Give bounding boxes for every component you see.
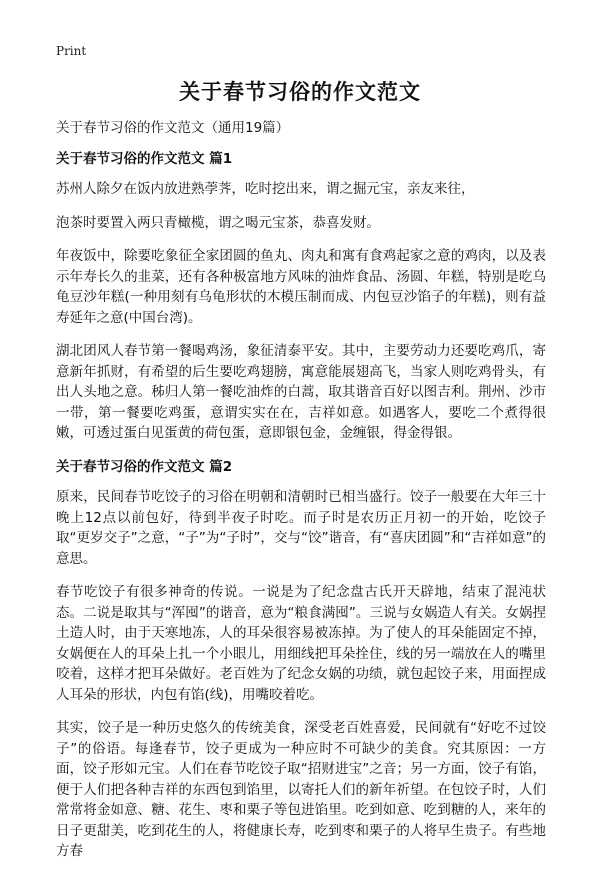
paragraph: 泡茶时要置入两只青橄榄，谓之喝元宝茶，恭喜发财。 bbox=[56, 214, 380, 231]
section-heading: 关于春节习俗的作文范文 篇1 bbox=[56, 150, 233, 167]
section-2 bbox=[56, 457, 546, 862]
paragraph: 苏州人除夕在饭内放进熟荸荠，吃时挖出来，谓之掘元宝，亲友来往， bbox=[56, 181, 475, 197]
document-body bbox=[56, 118, 546, 875]
paragraph: 春节吃饺子有很多神奇的传说。一说是为了纪念盘古氏开天辟地，结束了混沌状态。二说是取其与“浑囤”的谐音，意为“粮食满囤”。三说与女娲造人有关。女娲捏土造人时，由于天寒地冻，人的耳朵很容易被冻掉。为了使人的耳朵能固定不掉，女娲便在人的耳朵上扎一个小眼儿，用细线把耳朵拴住，线的另一端放在人的嘴里咬着，这样才把耳朵做好。老百姓为了纪念女娲的功绩，就包起饺子来，用面捏成人耳朵的形状，内包有馅(线)，用嘴咬着吃。 bbox=[56, 584, 546, 703]
paragraph: 年夜饭中，除要吃象征全家团圆的鱼丸、肉丸和寓有食鸡起家之意的鸡肉，以及表示年寿长久的韭菜，还有各种极富地方风味的油炸食品、汤圆、年糕，特别是吃乌龟豆沙年糕(一种用刻有乌龟形状的木模压制而成、内包豆沙馅子的年糕)，则有益寿延年之意(中国台湾)。 bbox=[56, 248, 546, 326]
section-1 bbox=[56, 149, 546, 444]
print-link[interactable]: Print bbox=[56, 44, 87, 58]
section-heading: 关于春节习俗的作文范文 篇2 bbox=[56, 458, 233, 475]
document-title: 关于春节习俗的作文范文 bbox=[179, 80, 421, 104]
document-subtitle: 关于春节习俗的作文范文（通用19篇） bbox=[56, 120, 290, 136]
paragraph: 其实，饺子是一种历史悠久的传统美食，深受老百姓喜爱，民间就有“好吃不过饺子”的俗语。每逢春节，饺子更成为一种应时不可缺少的美食。究其原因：一方面，饺子形如元宝。人们在春节吃饺子取“招财进宝”之音；另一方面，饺子有馅，便于人们把各种吉祥的东西包到馅里，以寄托人们的新年祈望。在包饺子时，人们常常将金如意、糖、花生、枣和栗子等包进馅里。吃到如意、吃到糖的人，来年的日子更甜美，吃到花生的人，将健康长寿，吃到枣和栗子的人将早生贵子。有些地方春 bbox=[56, 720, 546, 859]
paragraph: 湖北团风人春节第一餐喝鸡汤，象征清泰平安。其中，主要劳动力还要吃鸡爪，寄意新年抓财，有希望的后生要吃鸡翅膀，寓意能展翅高飞，当家人则吃鸡骨头，有出人头地之意。秭归人第一餐吃油炸的白蒿，取其谐音百好以图吉利。荆州、沙市一带，第一餐要吃鸡蛋，意谓实实在在，吉祥如意。如遇客人，要吃二个煮得很嫩，可透过蛋白见蛋黄的荷包蛋，意即银包金，金缠银，得金得银。 bbox=[56, 343, 546, 441]
paragraph: 原来，民间春节吃饺子的习俗在明朝和清朝时已相当盛行。饺子一般要在大年三十晚上12点以前包好，待到半夜子时吃。而子时是农历正月初一的开始，吃饺子取“更岁交子”之意，“子”为“子时”，交与“饺”谐音，有“喜庆团圆”和“吉祥如意”的意思。 bbox=[56, 489, 546, 567]
